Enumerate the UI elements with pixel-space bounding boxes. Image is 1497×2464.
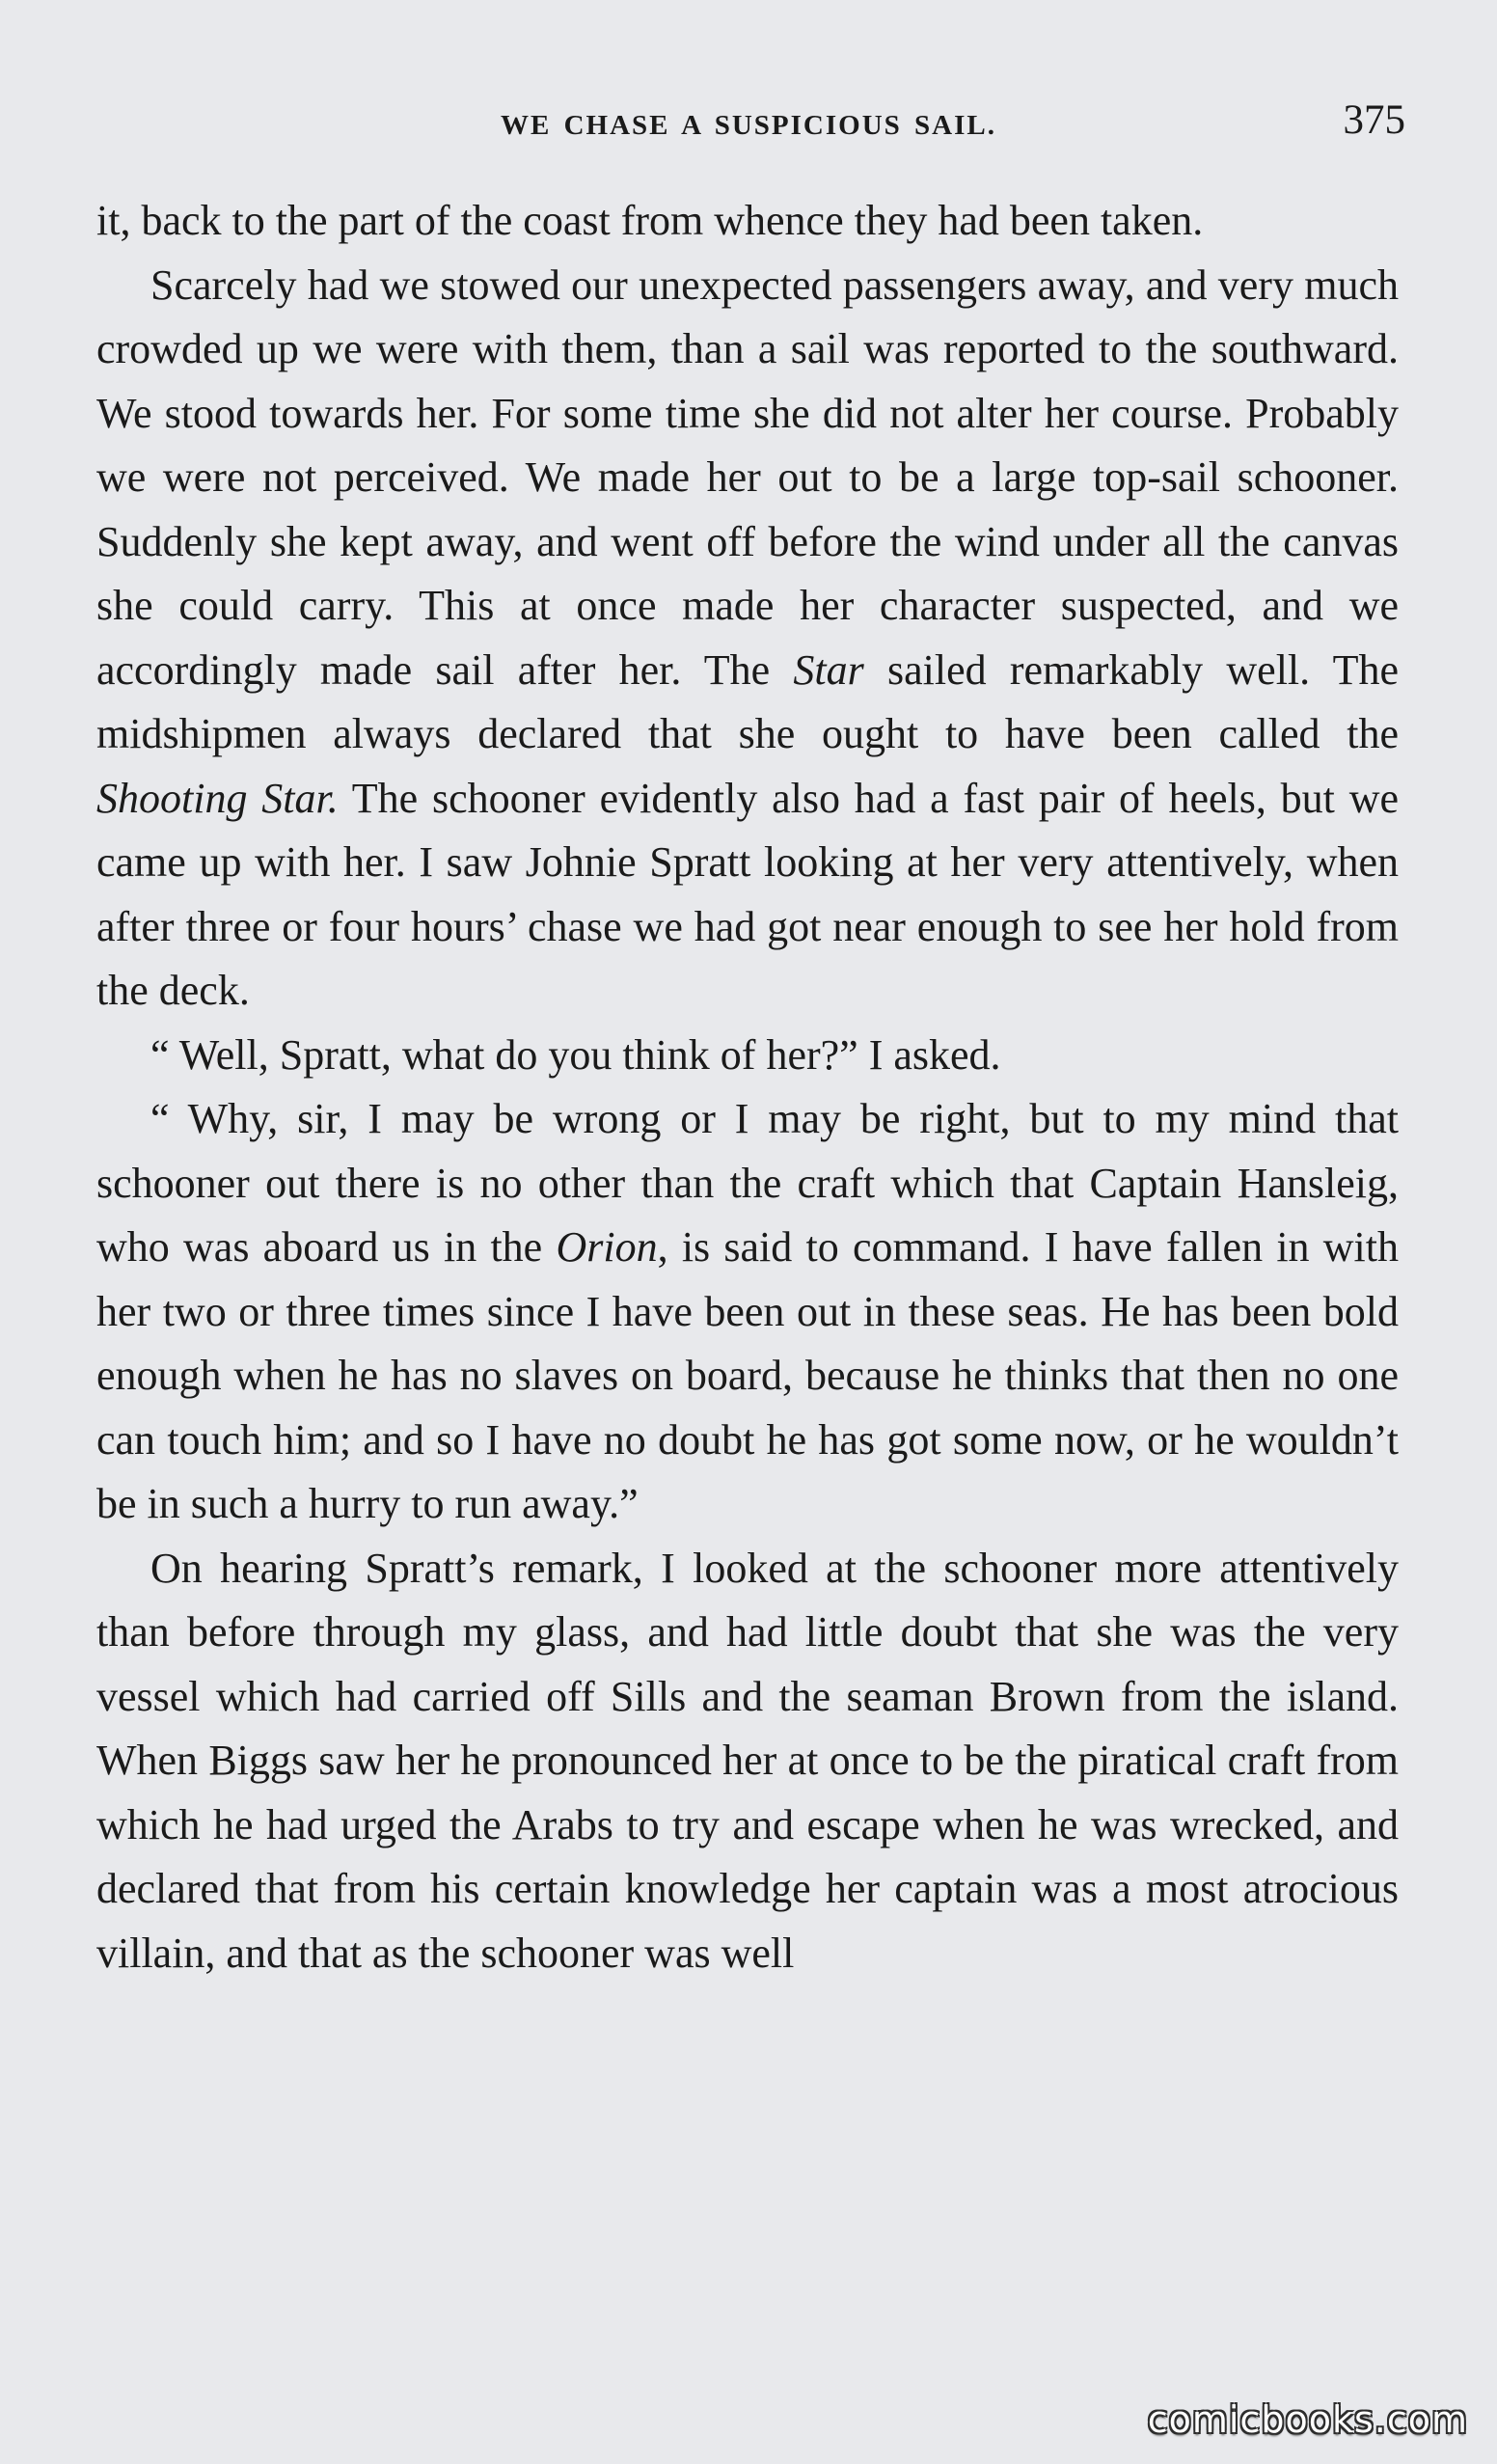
paragraph-text: it, back to the part of the coast from whence they had been taken. [96, 197, 1204, 244]
page-header [92, 96, 1405, 154]
paragraph [96, 1024, 1399, 1088]
paragraph-text: “ Why, sir, I may be wrong or I may be right, but to my mind that schooner out there is no other than the craft which that Captain Hansleig, who was aboard us in the [96, 1095, 1399, 1271]
paragraph-text: The schooner evidently also had a fast pair of heels, but we came up with her. I saw Johnie Spratt looking at her very attentively, when after three or four hours’ chase we had got near enough to see her hold from the deck. [96, 774, 1400, 1014]
italic-text: Star [793, 645, 864, 694]
page-number: 375 [1343, 97, 1405, 143]
paragraph-text: Scarcely had we stowed our unexpected passengers away, and very much crowded up we were with them, than a sail was reported to the southward. We stood towards her. For some time she did not alter her course. Probably we were not perceived. We made her out to be a large top-sail schooner. Suddenly she kept away, and went off before the wind under all the canvas she could carry. This at once made her character suspected, and we accordingly made sail after her. The [96, 260, 1399, 694]
paragraph [96, 254, 1399, 1024]
paragraph [96, 1537, 1399, 1986]
watermark: comicbooks.com [1147, 2398, 1468, 2441]
running-head: WE CHASE A SUSPICIOUS SAIL. [500, 110, 996, 141]
paragraph-text: sailed remarkably well. The midshipmen always declared that she ought to have been called the [96, 645, 1399, 757]
paragraph-text: On hearing Spratt’s remark, I looked at the schooner more attentively than before through my glass, and had little doubt that she was the very vessel which had carried off Sills and the seaman Brown from the island. When Biggs saw her he pronounced her at once to be the piratical craft from which he had urged the Arabs to try and escape when he was wrecked, and declared that from his certain knowledge her captain was a most atrocious villain, and that as the schooner was well [96, 1544, 1399, 1977]
italic-text: Shooting Star. [96, 774, 339, 822]
italic-text: Orion [556, 1223, 658, 1271]
paragraph-text: , is said to command. I have fallen in with her two or three times since I have been out in these seas. He has been bold enough when he has no slaves on board, because he thinks that then no one can touch him; and so I have no doubt he has got some now, or he wouldn’t be in such a hurry to run away.” [96, 1223, 1400, 1527]
paragraph [96, 1087, 1399, 1537]
paragraph [96, 189, 1399, 254]
body-text [96, 189, 1399, 1985]
paragraph-text: “ Well, Spratt, what do you think of her?” I asked. [150, 1030, 1001, 1079]
